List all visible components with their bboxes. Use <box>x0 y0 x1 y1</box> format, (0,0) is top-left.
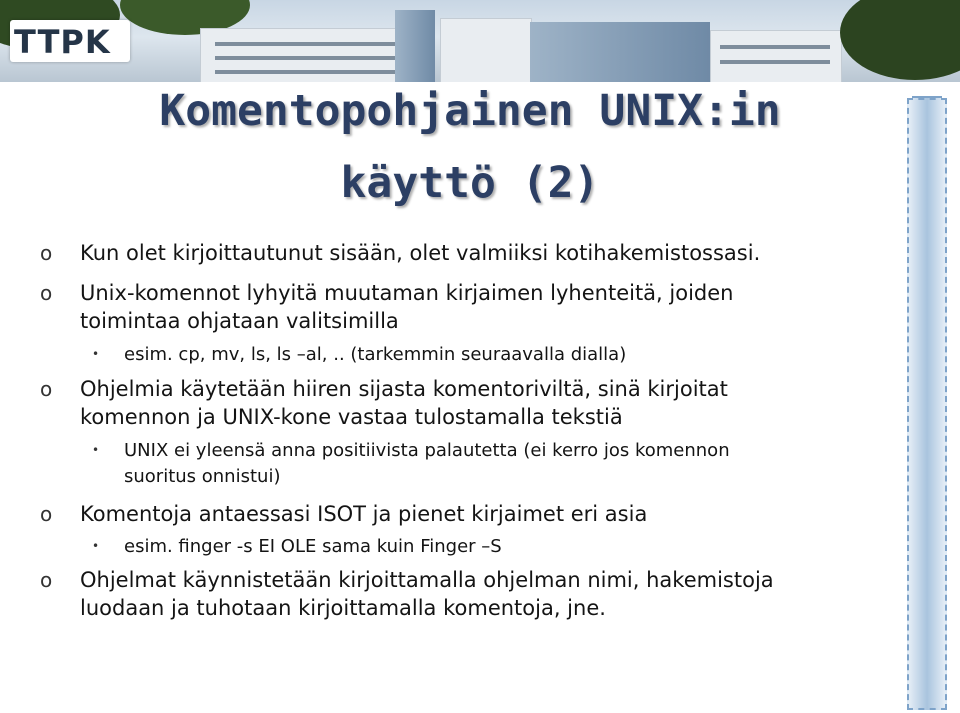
sub-bullet-4-1: esim. finger -s EI OLE sama kuin Finger –S <box>124 536 502 557</box>
bullet-1-line-1: Kun olet kirjoittautunut sisään, olet valmiiksi kotihakemistossasi. <box>80 241 761 265</box>
bullet-5-line-1: Ohjelmat käynnistetään kirjoittamalla ohjelman nimi, hakemistoja <box>80 568 774 592</box>
bullet-2-line-1: Unix-komennot lyhyitä muutaman kirjaimen lyhenteitä, joiden <box>80 281 734 305</box>
header-banner <box>0 0 960 82</box>
bullet-marker: o <box>40 502 53 526</box>
sub-bullet-3-1-line-1: UNIX ei yleensä anna positiivista palautetta (ei kerro jos komennon <box>124 440 730 461</box>
tree-right <box>840 0 960 80</box>
logo: TTPK <box>14 23 111 61</box>
bullet-2-line-2: toimintaa ohjataan valitsimilla <box>80 309 399 333</box>
bullet-marker: o <box>40 281 53 305</box>
building-center <box>440 18 532 82</box>
decorative-side-bar <box>907 98 947 710</box>
bullet-marker: o <box>40 568 53 592</box>
sub-bullet-3-1-line-2: suoritus onnistui) <box>124 466 281 487</box>
glass-tower <box>395 10 435 82</box>
sub-bullet-marker: • <box>92 539 100 553</box>
building-right <box>710 30 842 82</box>
glass-facade <box>530 22 710 82</box>
slide-title-line-1: Komentopohjainen UNIX:in <box>159 86 781 136</box>
bullet-4-line-1: Komentoja antaessasi ISOT ja pienet kirjaimet eri asia <box>80 502 648 526</box>
bullet-3-line-1: Ohjelmia käytetään hiiren sijasta komentoriviltä, sinä kirjoitat <box>80 377 728 401</box>
sub-bullet-2-1: esim. cp, mv, ls, ls –al, .. (tarkemmin seuraavalla dialla) <box>124 344 627 365</box>
bullet-5-line-2: luodaan ja tuhotaan kirjoittamalla komentoja, jne. <box>80 596 606 620</box>
slide-title-line-2: käyttö (2) <box>340 158 600 208</box>
bullet-marker: o <box>40 241 53 265</box>
bullet-3-line-2: komennon ja UNIX-kone vastaa tulostamalla tekstiä <box>80 405 623 429</box>
sub-bullet-marker: • <box>92 347 100 361</box>
bullet-marker: o <box>40 377 53 401</box>
sub-bullet-marker: • <box>92 443 100 457</box>
